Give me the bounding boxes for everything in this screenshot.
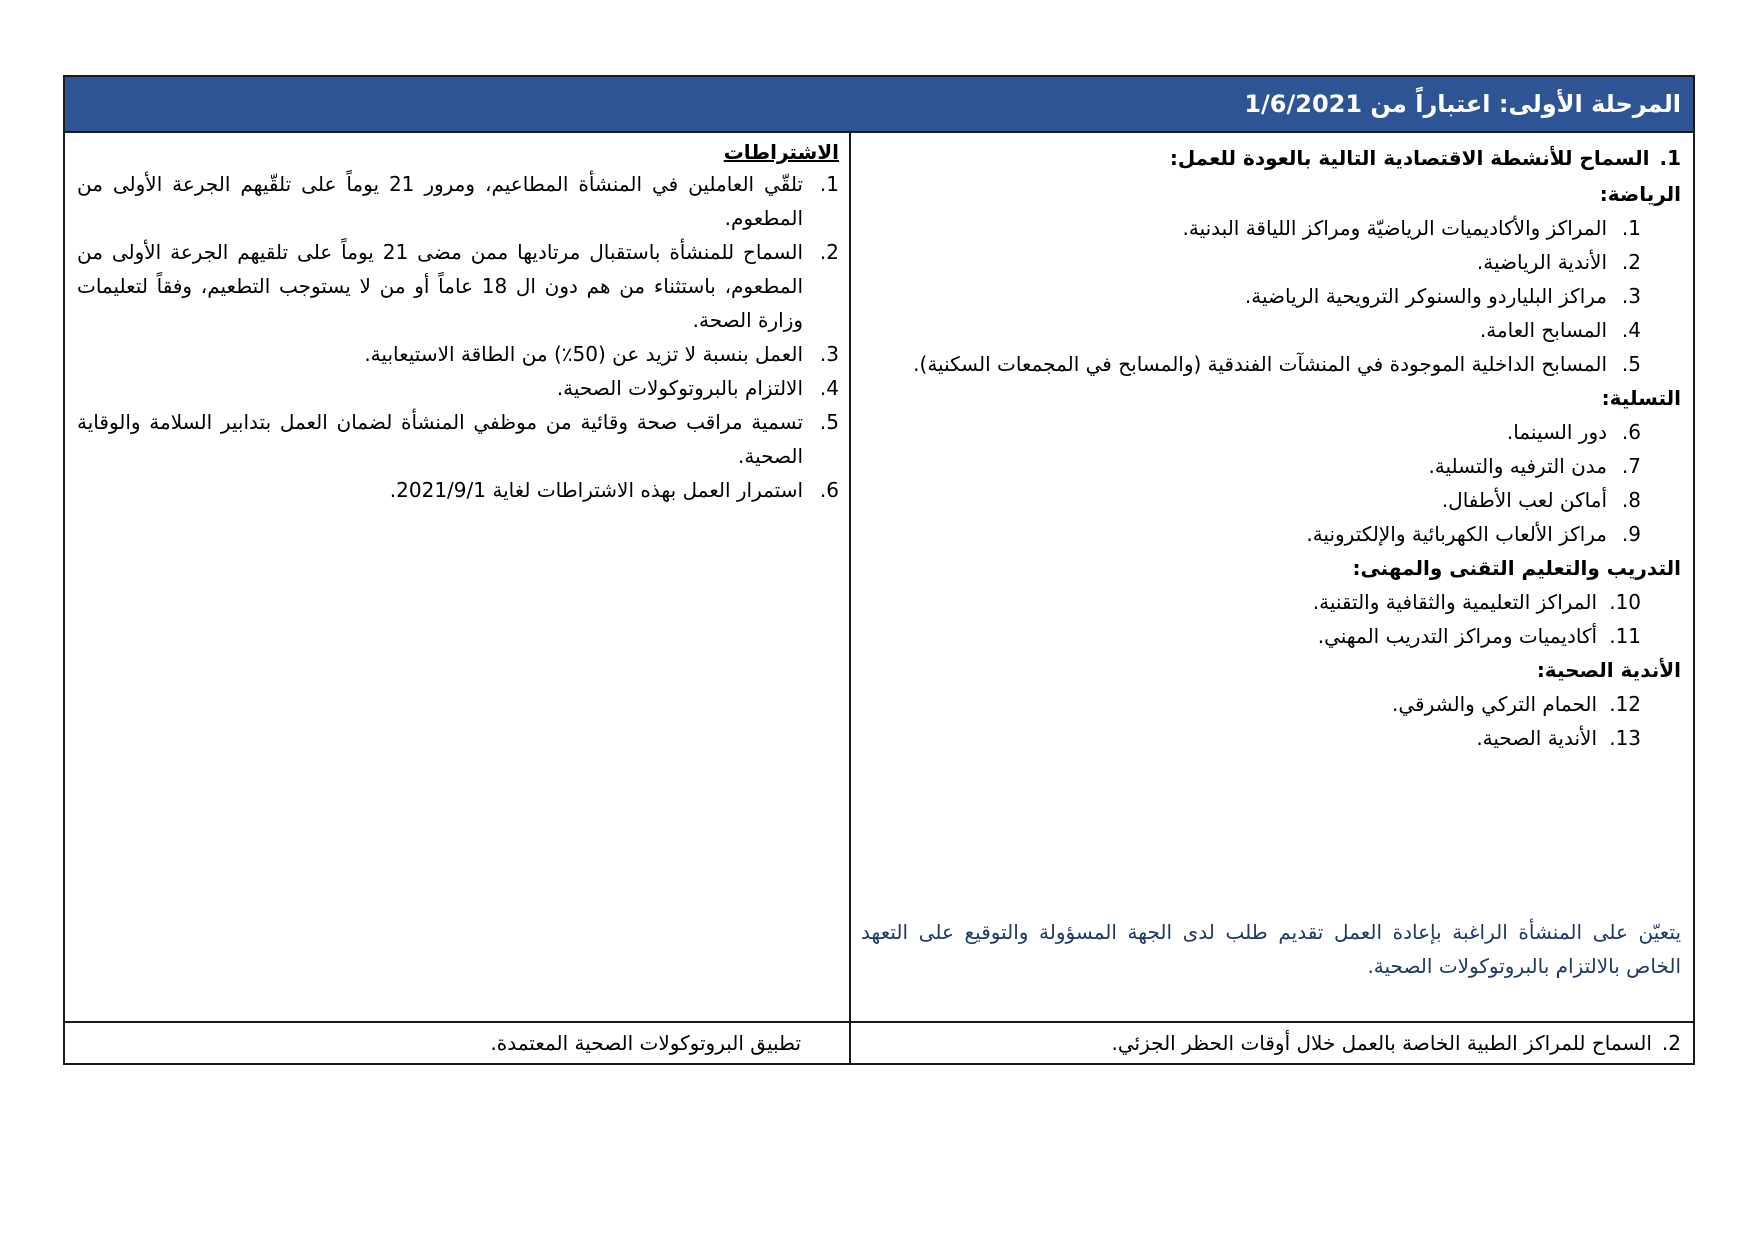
- list-item: 1. المراكز والأكاديميات الرياضيّة ومراكز اللياقة البدنية.: [1182, 216, 1642, 240]
- phase-header: [64, 76, 1694, 132]
- point-2-text: السماح للمراكز الطبية الخاصة بالعمل خلال أوقات الحظر الجزئي.: [1111, 1031, 1652, 1055]
- point-1-text: السماح للأنشطة الاقتصادية التالية بالعودة للعمل:: [1169, 146, 1650, 170]
- list-item: 9. مراكز الألعاب الكهربائية والإلكترونية.: [1306, 522, 1642, 546]
- point-2-number: 2.: [1661, 1031, 1682, 1055]
- list-item: 10. المراكز التعليمية والثقافية والتقنية.: [1312, 590, 1642, 614]
- health-clubs-list: [861, 687, 1681, 755]
- application-notice: يتعيّن على المنشأة الراغبة بإعادة العمل تقديم طلب لدى الجهة المسؤولة والتوقيع على التعهد الخاص بالالتزام بالبروتوكولات الصحية.: [861, 920, 1682, 978]
- point-1-title: [861, 141, 1681, 175]
- group-heading-sports: الرياضة:: [1599, 182, 1682, 206]
- medical-centers-cell: [850, 1022, 1694, 1064]
- list-item: 11. أكاديميات ومراكز التدريب المهني.: [1317, 624, 1642, 648]
- conditions-list: [77, 167, 839, 507]
- list-item: 3. العمل بنسبة لا تزيد عن (50٪) من الطاقة الاستيعابية.: [364, 342, 840, 366]
- phase-title: المرحلة الأولى: اعتباراً من 1/6/2021: [1244, 90, 1682, 118]
- list-item: 5. تسمية مراقب صحة وقائية من موظفي المنشأة لضمان العمل بتدابير السلامة والوقاية الصحية.: [77, 410, 840, 468]
- conditions-title: الاشتراطات: [723, 140, 840, 164]
- list-item: 12. الحمام التركي والشرقي.: [1392, 692, 1642, 716]
- list-item: 6. دور السينما.: [1506, 420, 1642, 444]
- list-item: 2. الأندية الرياضية.: [1476, 250, 1642, 274]
- phase-table: [63, 75, 1695, 1065]
- sports-list: [861, 211, 1681, 381]
- list-item: 3. مراكز البلياردو والسنوكر الترويحية الرياضية.: [1244, 284, 1642, 308]
- list-item: 4. المسابح العامة.: [1479, 318, 1642, 342]
- point-1-number: 1.: [1659, 146, 1682, 170]
- list-item: 8. أماكن لعب الأطفال.: [1441, 488, 1642, 512]
- group-heading-health-clubs: الأندية الصحية:: [1536, 658, 1682, 682]
- medical-centers-condition-cell: [64, 1022, 850, 1064]
- list-item: 4. الالتزام بالبروتوكولات الصحية.: [556, 376, 840, 400]
- entertainment-list: [861, 415, 1681, 551]
- list-item: 5. المسابح الداخلية الموجودة في المنشآت الفندقية (والمسابح في المجمعات السكنية).: [913, 352, 1642, 376]
- training-list: [861, 585, 1681, 653]
- list-item: 2. السماح للمنشأة باستقبال مرتاديها ممن مضى 21 يوماً على تلقيهم الجرعة الأولى من المطعوم، باستثناء من هم دون ال 18 عاماً أو من لا يستوجب التطعيم، وفقاً لتعليمات وزارة الصحة.: [77, 240, 840, 332]
- group-heading-training: التدريب والتعليم التقنى والمهنى:: [1352, 556, 1682, 580]
- point-2-condition: تطبيق البروتوكولات الصحية المعتمدة.: [490, 1031, 802, 1055]
- list-item: 7. مدن الترفيه والتسلية.: [1428, 454, 1642, 478]
- activities-cell: [850, 132, 1694, 1022]
- conditions-cell: [64, 132, 850, 1022]
- list-item: 13. الأندية الصحية.: [1476, 726, 1642, 750]
- list-item: 1. تلقّي العاملين في المنشأة المطاعيم، ومرور 21 يوماً على تلقّيهم الجرعة الأولى من المطعوم.: [77, 172, 840, 230]
- list-item: 6. استمرار العمل بهذه الاشتراطات لغاية 2021/9/1.: [389, 478, 840, 502]
- group-heading-entertainment: التسلية:: [1601, 386, 1682, 410]
